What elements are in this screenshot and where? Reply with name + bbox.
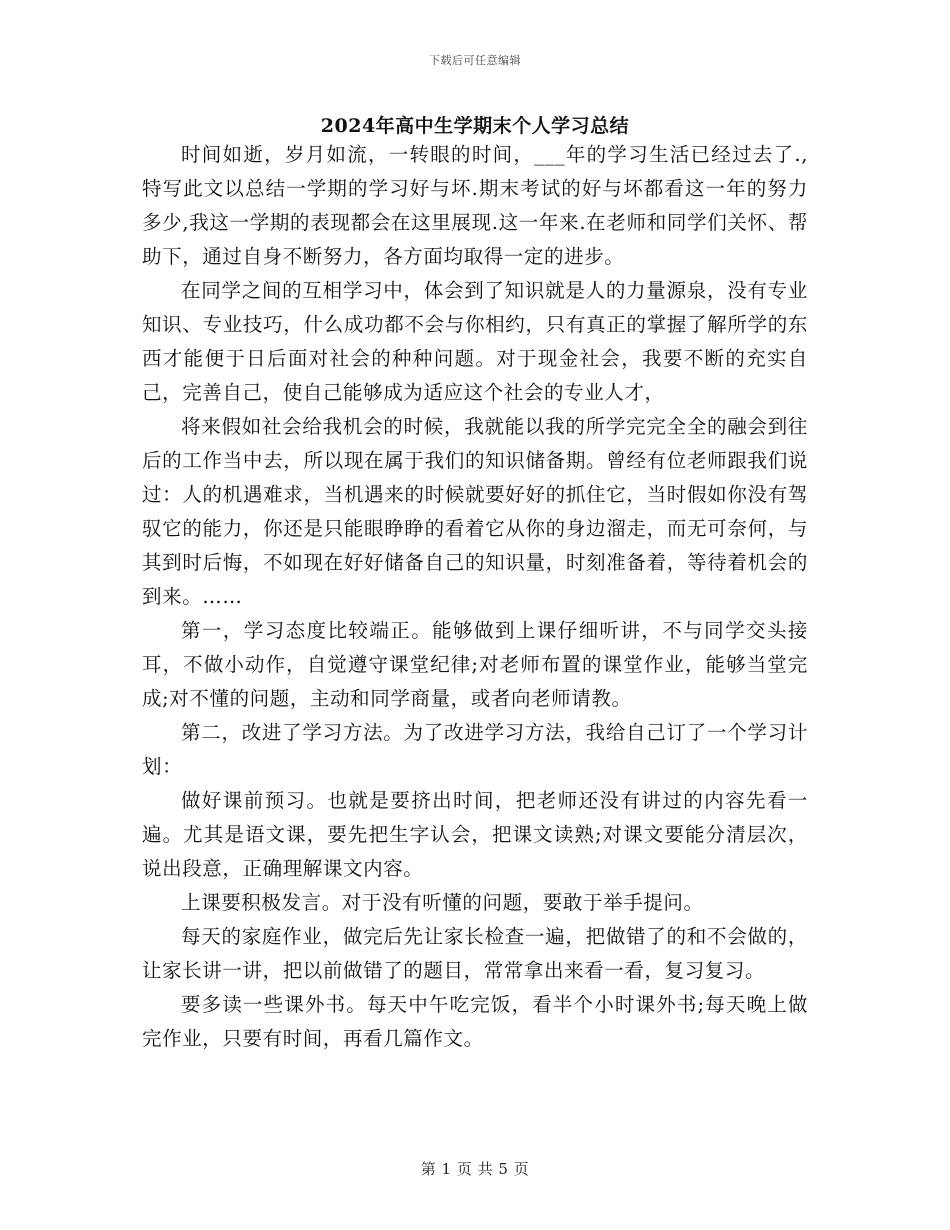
paragraph: 第一，学习态度比较端正。能够做到上课仔细听讲，不与同学交头接耳，不做小动作，自觉遵守课堂纪律;对老师布置的课堂作业，能够当堂完成;对不懂的问题，主动和同学商量，或者向老师请教。 <box>142 619 808 710</box>
page-number: 第 1 页 共 5 页 <box>420 1160 530 1178</box>
paragraph: 上课要积极发言。对于没有听懂的问题，要敢于举手提问。 <box>181 891 704 914</box>
paragraph: 将来假如社会给我机会的时候，我就能以我的所学完完全全的融会到往后的工作当中去，所以现在属于我们的知识储备期。曾经有位老师跟我们说过：人的机遇难求，当机遇来的时候就要好好的抓住它，当时假如你没有驾驭它的能力，你还是只能眼睁睁的看着它从你的身边溜走，而无可奈何，与其到时后悔，不如现在好好储备自己的知识量，时刻准备着，等待着机会的到来。…… <box>142 415 808 608</box>
paragraph: 做好课前预习。也就是要挤出时间，把老师还没有讲过的内容先看一遍。尤其是语文课，要先把生字认会，把课文读熟;对课文要能分清层次，说出段意，正确理解课文内容。 <box>142 789 808 880</box>
paragraph: 第二，改进了学习方法。为了改进学习方法，我给自己订了一个学习计划： <box>142 721 808 778</box>
document-title: 2024年高中生学期末个人学习总结 <box>320 115 630 137</box>
paragraph: 每天的家庭作业，做完后先让家长检查一遍，把做错了的和不会做的，让家长讲一讲，把以前做错了的题目，常常拿出来看一看，复习复习。 <box>142 925 808 982</box>
document-body <box>142 138 808 1056</box>
paragraph: 在同学之间的互相学习中，体会到了知识就是人的力量源泉，没有专业知识、专业技巧，什么成功都不会与你相约，只有真正的掌握了解所学的东西才能便于日后面对社会的种种问题。对于现金社会，我要不断的充实自己，完善自己，使自己能够成为适应这个社会的专业人才， <box>142 279 808 404</box>
paragraph: 要多读一些课外书。每天中午吃完饭，看半个小时课外书;每天晚上做完作业，只要有时间，再看几篇作文。 <box>142 993 808 1050</box>
header-note: 下载后可任意编辑 <box>429 54 521 67</box>
paragraph: 时间如逝，岁月如流，一转眼的时间，___年的学习生活已经过去了.,特写此文以总结一学期的学习好与坏.期末考试的好与坏都看这一年的努力多少,我这一学期的表现都会在这里展现.这一年来.在老师和同学们关怀、帮助下，通过自身不断努力，各方面均取得一定的进步。 <box>142 143 808 268</box>
